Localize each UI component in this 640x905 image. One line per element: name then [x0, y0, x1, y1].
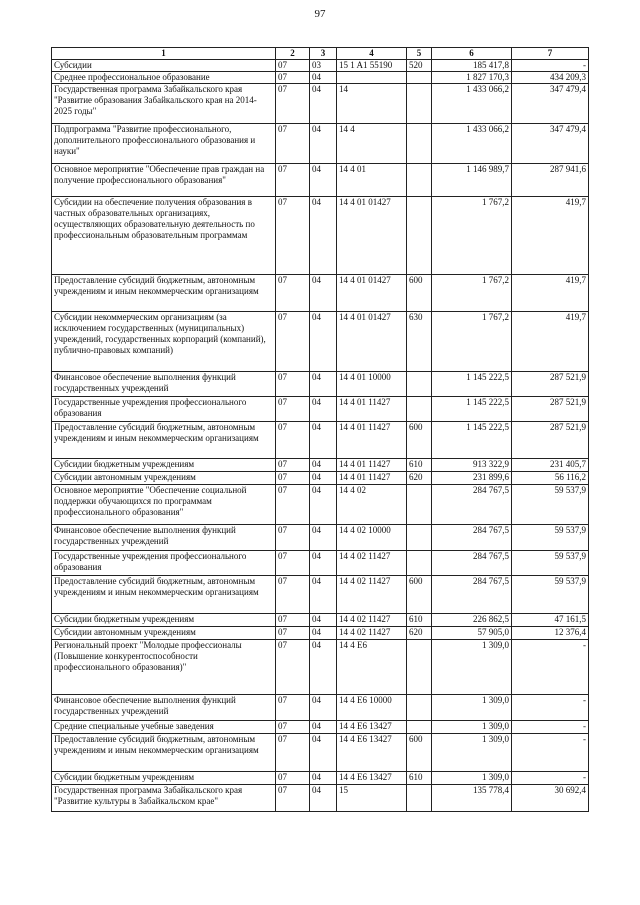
- table-row: [52, 72, 589, 84]
- row-section: 07: [276, 60, 310, 72]
- row-sum-1: 1 827 170,3: [432, 72, 512, 84]
- table-row: [52, 60, 589, 72]
- row-subsection: 04: [310, 525, 337, 551]
- row-target-code: 14 4 02 10000: [337, 525, 407, 551]
- row-subsection: 04: [310, 312, 337, 372]
- row-target-code: 14 4 02 11427: [337, 627, 407, 640]
- row-expense-type: [407, 485, 432, 525]
- row-target-code: 15 1 A1 55190: [337, 60, 407, 72]
- row-section: 07: [276, 576, 310, 614]
- row-expense-type: 620: [407, 627, 432, 640]
- page-number: 97: [314, 8, 326, 20]
- row-sum-1: 135 778,4: [432, 785, 512, 812]
- row-section: 07: [276, 124, 310, 164]
- row-expense-type: [407, 397, 432, 422]
- table-row: [52, 721, 589, 734]
- row-target-code: [337, 72, 407, 84]
- row-sum-1: 1 145 222,5: [432, 422, 512, 459]
- row-section: 07: [276, 614, 310, 627]
- row-subsection: 04: [310, 72, 337, 84]
- table-row: [52, 734, 589, 772]
- table-row: [52, 84, 589, 124]
- row-subsection: 04: [310, 551, 337, 576]
- row-subsection: 04: [310, 397, 337, 422]
- row-target-code: 14 4 01 01427: [337, 197, 407, 275]
- budget-table: [51, 47, 589, 812]
- row-section: 07: [276, 197, 310, 275]
- row-name: Финансовое обеспечение выполнения функций государственных учреждений: [52, 525, 276, 551]
- table-row: [52, 525, 589, 551]
- row-section: 07: [276, 785, 310, 812]
- row-name: Субсидии бюджетным учреждениям: [52, 772, 276, 785]
- row-sum-1: 1 767,2: [432, 275, 512, 312]
- row-name: Основное мероприятие "Обеспечение прав граждан на получение профессионального образования": [52, 164, 276, 197]
- row-sum-2: -: [512, 640, 589, 695]
- row-target-code: 14 4 01 11427: [337, 459, 407, 472]
- table-row: [52, 485, 589, 525]
- row-expense-type: 600: [407, 576, 432, 614]
- row-sum-1: 1 309,0: [432, 640, 512, 695]
- row-name: Субсидии автономным учреждениям: [52, 472, 276, 485]
- row-subsection: 04: [310, 472, 337, 485]
- row-expense-type: [407, 640, 432, 695]
- row-section: 07: [276, 472, 310, 485]
- row-sum-1: 1 309,0: [432, 734, 512, 772]
- row-subsection: 04: [310, 124, 337, 164]
- row-name: Субсидии: [52, 60, 276, 72]
- row-subsection: 04: [310, 459, 337, 472]
- row-section: 07: [276, 734, 310, 772]
- row-subsection: 04: [310, 84, 337, 124]
- row-subsection: 04: [310, 372, 337, 397]
- row-sum-2: -: [512, 60, 589, 72]
- row-target-code: 14 4 02 11427: [337, 576, 407, 614]
- header-col-3: 3: [310, 48, 337, 60]
- row-section: 07: [276, 72, 310, 84]
- table-row: [52, 627, 589, 640]
- row-subsection: 04: [310, 485, 337, 525]
- header-col-4: 4: [337, 48, 407, 60]
- row-expense-type: [407, 525, 432, 551]
- row-sum-1: 1 309,0: [432, 721, 512, 734]
- row-expense-type: 610: [407, 614, 432, 627]
- row-sum-1: 913 322,9: [432, 459, 512, 472]
- header-col-5: 5: [407, 48, 432, 60]
- row-subsection: 03: [310, 60, 337, 72]
- row-name: Субсидии бюджетным учреждениям: [52, 614, 276, 627]
- row-section: 07: [276, 84, 310, 124]
- row-sum-1: 1 309,0: [432, 772, 512, 785]
- row-expense-type: [407, 695, 432, 721]
- row-subsection: 04: [310, 614, 337, 627]
- row-sum-2: 47 161,5: [512, 614, 589, 627]
- row-target-code: 14 4 01 01427: [337, 312, 407, 372]
- table-row: [52, 124, 589, 164]
- row-section: 07: [276, 525, 310, 551]
- row-expense-type: [407, 551, 432, 576]
- header-col-1: 1: [52, 48, 276, 60]
- row-target-code: 14 4 01 01427: [337, 275, 407, 312]
- row-expense-type: [407, 164, 432, 197]
- table-row: [52, 197, 589, 275]
- row-sum-1: 1 767,2: [432, 197, 512, 275]
- row-target-code: 14 4: [337, 124, 407, 164]
- row-section: 07: [276, 485, 310, 525]
- row-subsection: 04: [310, 695, 337, 721]
- row-name: Подпрограмма "Развитие профессионального, дополнительного профессионального образования и науки": [52, 124, 276, 164]
- row-sum-2: -: [512, 721, 589, 734]
- row-name: Предоставление субсидий бюджетным, автономным учреждениям и иным некоммерческим организациям: [52, 576, 276, 614]
- row-sum-1: 1 146 989,7: [432, 164, 512, 197]
- row-expense-type: [407, 372, 432, 397]
- row-sum-1: 1 145 222,5: [432, 397, 512, 422]
- table-row: [52, 312, 589, 372]
- row-target-code: 14 4 02 11427: [337, 551, 407, 576]
- row-sum-2: 59 537,9: [512, 551, 589, 576]
- row-sum-1: 1 767,2: [432, 312, 512, 372]
- row-target-code: 14 4 01 11427: [337, 422, 407, 459]
- row-sum-2: 419,7: [512, 197, 589, 275]
- row-subsection: 04: [310, 576, 337, 614]
- row-name: Субсидии некоммерческим организациям (за исключением государственных (муниципальных) учреждений, государственных корпораций (компаний), публично-правовых компаний): [52, 312, 276, 372]
- row-name: Финансовое обеспечение выполнения функций государственных учреждений: [52, 695, 276, 721]
- table-row: [52, 164, 589, 197]
- table-row: [52, 397, 589, 422]
- row-name: Субсидии бюджетным учреждениям: [52, 459, 276, 472]
- row-target-code: 14 4 E6 13427: [337, 772, 407, 785]
- row-section: 07: [276, 640, 310, 695]
- row-sum-2: 59 537,9: [512, 485, 589, 525]
- row-name: Региональный проект "Молодые профессионалы (Повышение конкурентоспособности профессионального образования)": [52, 640, 276, 695]
- header-row: [52, 48, 589, 60]
- row-target-code: 14 4 02 11427: [337, 614, 407, 627]
- row-name: Предоставление субсидий бюджетным, автономным учреждениям и иным некоммерческим организациям: [52, 422, 276, 459]
- table-row: [52, 785, 589, 812]
- row-name: Предоставление субсидий бюджетным, автономным учреждениям и иным некоммерческим организациям: [52, 734, 276, 772]
- row-sum-1: 226 862,5: [432, 614, 512, 627]
- row-section: 07: [276, 275, 310, 312]
- row-target-code: 14 4 E6 13427: [337, 721, 407, 734]
- table-row: [52, 576, 589, 614]
- row-subsection: 04: [310, 772, 337, 785]
- row-expense-type: [407, 84, 432, 124]
- row-sum-2: 419,7: [512, 275, 589, 312]
- row-name: Субсидии на обеспечение получения образования в частных образовательных организациях, осуществляющих образовательную деятельность по профессиональным образовательным программам: [52, 197, 276, 275]
- row-sum-2: 287 941,6: [512, 164, 589, 197]
- row-section: 07: [276, 312, 310, 372]
- row-sum-2: 56 116,2: [512, 472, 589, 485]
- table-row: [52, 275, 589, 312]
- row-name: Государственная программа Забайкальского края "Развитие культуры в Забайкальском крае": [52, 785, 276, 812]
- row-subsection: 04: [310, 275, 337, 312]
- table-row: [52, 551, 589, 576]
- table-row: [52, 422, 589, 459]
- row-expense-type: 610: [407, 772, 432, 785]
- row-section: 07: [276, 372, 310, 397]
- row-sum-2: 419,7: [512, 312, 589, 372]
- row-expense-type: 600: [407, 734, 432, 772]
- row-sum-1: 284 767,5: [432, 485, 512, 525]
- row-sum-2: 287 521,9: [512, 422, 589, 459]
- row-section: 07: [276, 422, 310, 459]
- row-name: Среднее профессиональное образование: [52, 72, 276, 84]
- row-name: Субсидии автономным учреждениям: [52, 627, 276, 640]
- row-target-code: 14 4 01 11427: [337, 397, 407, 422]
- row-target-code: 15: [337, 785, 407, 812]
- row-sum-2: -: [512, 734, 589, 772]
- row-target-code: 14 4 E6 13427: [337, 734, 407, 772]
- row-section: 07: [276, 772, 310, 785]
- row-sum-1: 1 433 066,2: [432, 84, 512, 124]
- row-sum-1: 284 767,5: [432, 551, 512, 576]
- row-sum-2: 287 521,9: [512, 372, 589, 397]
- row-sum-1: 284 767,5: [432, 525, 512, 551]
- row-sum-1: 284 767,5: [432, 576, 512, 614]
- row-expense-type: [407, 72, 432, 84]
- row-section: 07: [276, 551, 310, 576]
- row-sum-2: 59 537,9: [512, 525, 589, 551]
- row-expense-type: 600: [407, 422, 432, 459]
- row-target-code: 14 4 02: [337, 485, 407, 525]
- row-subsection: 04: [310, 785, 337, 812]
- row-sum-2: -: [512, 695, 589, 721]
- table-row: [52, 695, 589, 721]
- row-section: 07: [276, 695, 310, 721]
- row-expense-type: 600: [407, 275, 432, 312]
- row-section: 07: [276, 397, 310, 422]
- row-sum-2: 347 479,4: [512, 84, 589, 124]
- header-col-6: 6: [432, 48, 512, 60]
- table-row: [52, 614, 589, 627]
- row-target-code: 14 4 01 11427: [337, 472, 407, 485]
- row-sum-2: 12 376,4: [512, 627, 589, 640]
- table-row: [52, 459, 589, 472]
- row-subsection: 04: [310, 627, 337, 640]
- row-subsection: 04: [310, 197, 337, 275]
- row-target-code: 14: [337, 84, 407, 124]
- row-subsection: 04: [310, 721, 337, 734]
- row-target-code: 14 4 E6 10000: [337, 695, 407, 721]
- row-expense-type: 630: [407, 312, 432, 372]
- row-expense-type: 520: [407, 60, 432, 72]
- row-section: 07: [276, 627, 310, 640]
- row-name: Государственные учреждения профессионального образования: [52, 551, 276, 576]
- row-sum-2: 287 521,9: [512, 397, 589, 422]
- row-section: 07: [276, 459, 310, 472]
- row-sum-2: 30 692,4: [512, 785, 589, 812]
- row-name: Основное мероприятие "Обеспечение социальной поддержки обучающихся по программам профессионального образования": [52, 485, 276, 525]
- row-subsection: 04: [310, 422, 337, 459]
- row-target-code: 14 4 E6: [337, 640, 407, 695]
- row-sum-2: 347 479,4: [512, 124, 589, 164]
- table-row: [52, 372, 589, 397]
- row-section: 07: [276, 164, 310, 197]
- row-section: 07: [276, 721, 310, 734]
- row-sum-1: 185 417,8: [432, 60, 512, 72]
- row-expense-type: 620: [407, 472, 432, 485]
- row-expense-type: [407, 124, 432, 164]
- row-expense-type: 610: [407, 459, 432, 472]
- header-col-2: 2: [276, 48, 310, 60]
- row-sum-1: 57 905,0: [432, 627, 512, 640]
- header-col-7: 7: [512, 48, 589, 60]
- table-row: [52, 772, 589, 785]
- table-row: [52, 640, 589, 695]
- row-name: Средние специальные учебные заведения: [52, 721, 276, 734]
- row-subsection: 04: [310, 734, 337, 772]
- row-sum-2: 231 405,7: [512, 459, 589, 472]
- row-subsection: 04: [310, 640, 337, 695]
- row-sum-1: 231 899,6: [432, 472, 512, 485]
- row-target-code: 14 4 01: [337, 164, 407, 197]
- row-sum-2: 434 209,3: [512, 72, 589, 84]
- row-sum-1: 1 309,0: [432, 695, 512, 721]
- row-name: Финансовое обеспечение выполнения функций государственных учреждений: [52, 372, 276, 397]
- row-name: Государственная программа Забайкальского края "Развитие образования Забайкальского края на 2014-2025 годы": [52, 84, 276, 124]
- row-expense-type: [407, 785, 432, 812]
- row-sum-2: 59 537,9: [512, 576, 589, 614]
- row-sum-1: 1 145 222,5: [432, 372, 512, 397]
- row-target-code: 14 4 01 10000: [337, 372, 407, 397]
- row-sum-1: 1 433 066,2: [432, 124, 512, 164]
- row-subsection: 04: [310, 164, 337, 197]
- row-expense-type: [407, 721, 432, 734]
- row-sum-2: -: [512, 772, 589, 785]
- row-name: Государственные учреждения профессионального образования: [52, 397, 276, 422]
- row-name: Предоставление субсидий бюджетным, автономным учреждениям и иным некоммерческим организациям: [52, 275, 276, 312]
- table-row: [52, 472, 589, 485]
- row-expense-type: [407, 197, 432, 275]
